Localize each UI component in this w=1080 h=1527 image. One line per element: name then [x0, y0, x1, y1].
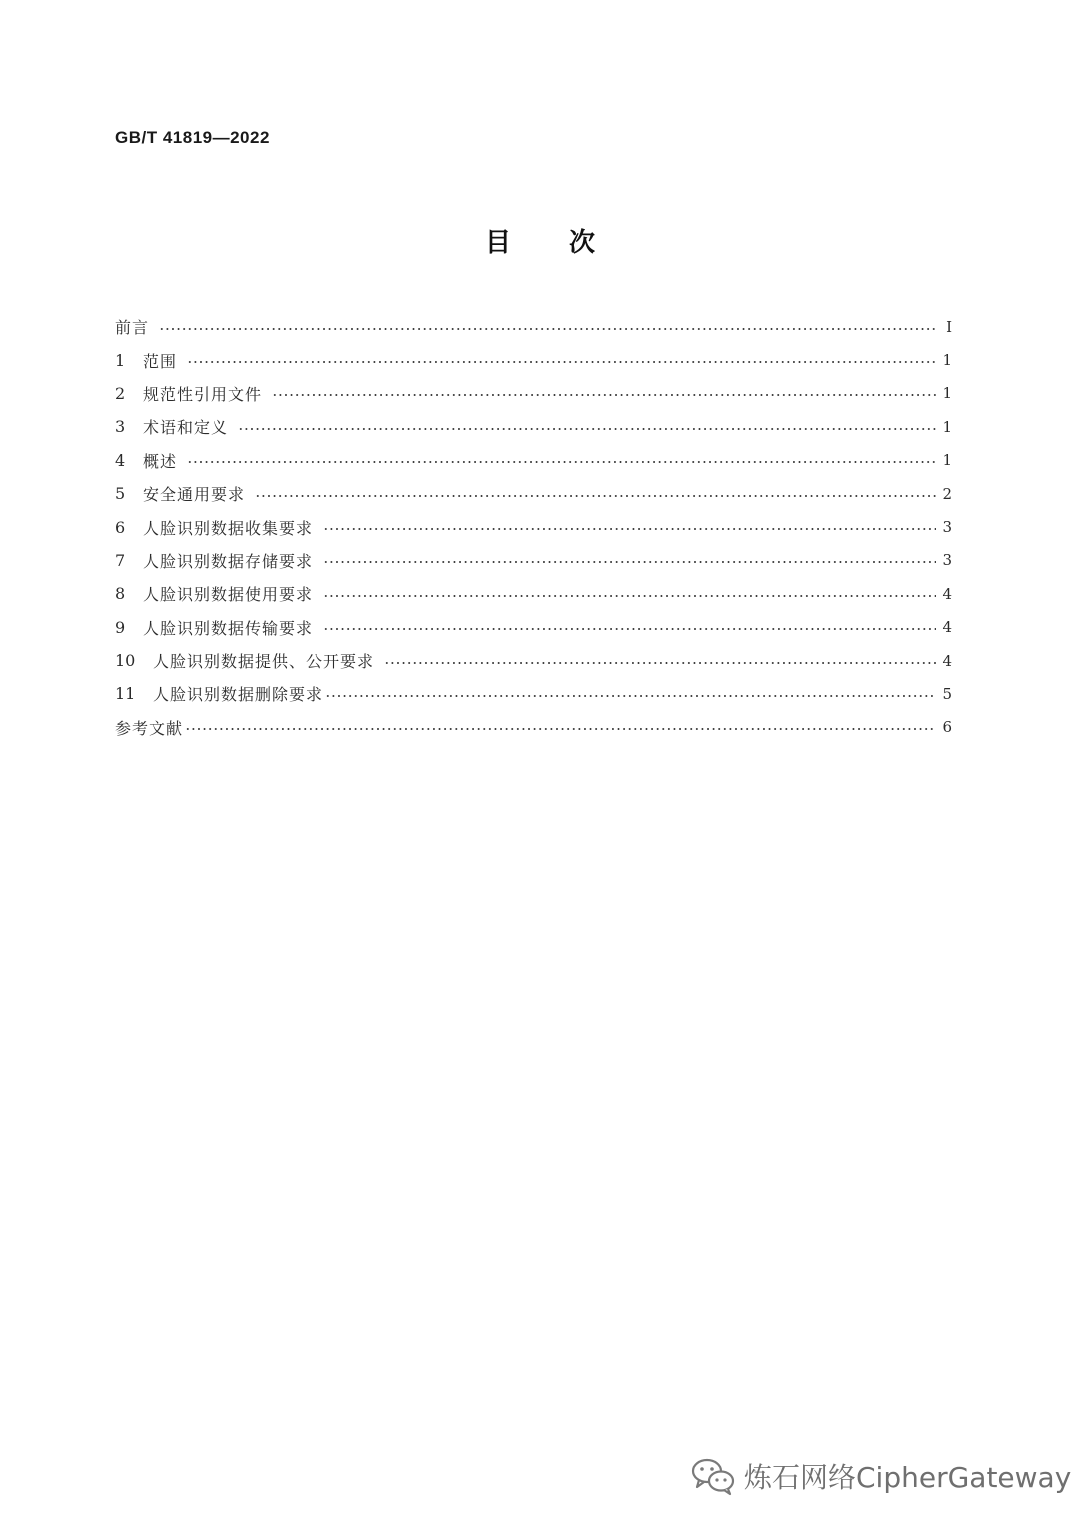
toc-entry-number: 10: [115, 651, 136, 671]
toc-entry-foreword: [115, 310, 952, 343]
toc-leader-dots: [323, 595, 936, 597]
toc-entry-page: 4: [942, 651, 952, 670]
toc-title-left: 目: [484, 228, 511, 258]
toc-entry-number: 11: [115, 684, 136, 704]
toc-entry-number: 7: [115, 550, 126, 570]
toc-entry-5: [115, 477, 952, 510]
toc-entry-page: 4: [942, 618, 952, 637]
toc-entry-1: [115, 343, 952, 376]
toc-leader-dots: [272, 394, 936, 396]
toc-entry-number: 5: [115, 484, 126, 504]
toc-entry-page: 6: [942, 718, 952, 737]
toc-entry-number: 1: [115, 350, 126, 370]
toc-entry-number: 3: [115, 417, 126, 437]
toc-entry-label: 前言: [115, 318, 150, 338]
toc-leader-dots: [238, 428, 936, 430]
table-of-contents: [115, 310, 952, 744]
toc-title-right: 次: [569, 228, 596, 258]
toc-leader-dots: [187, 461, 936, 463]
toc-entry-label: 安全通用要求: [143, 485, 246, 505]
toc-leader-dots: [255, 495, 936, 497]
toc-leader-dots: [325, 695, 936, 697]
toc-entry-label: 概述: [143, 451, 178, 471]
toc-entry-label: 人脸识别数据使用要求: [143, 585, 314, 605]
toc-entry-page: 1: [942, 417, 952, 436]
toc-entry-number: 6: [115, 517, 126, 537]
toc-entry-page: Ⅰ: [946, 317, 952, 336]
toc-title: [0, 222, 1080, 259]
toc-entry-page: 1: [942, 384, 952, 403]
toc-entry-number: 8: [115, 584, 126, 604]
toc-entry-label: 范围: [143, 351, 178, 371]
toc-entry-number: 4: [115, 450, 126, 470]
toc-entry-label: 人脸识别数据删除要求: [153, 685, 324, 705]
toc-entry-label: 术语和定义: [143, 418, 229, 438]
toc-leader-dots: [185, 728, 936, 730]
toc-entry-label: 人脸识别数据存储要求: [143, 551, 314, 571]
toc-entry-references: [115, 711, 952, 744]
toc-entry-8: [115, 577, 952, 610]
toc-entry-page: 4: [942, 584, 952, 603]
toc-entry-4: [115, 444, 952, 477]
toc-entry-10: [115, 644, 952, 677]
toc-leader-dots: [187, 361, 936, 363]
toc-entry-9: [115, 611, 952, 644]
toc-entry-page: 1: [942, 451, 952, 470]
toc-entry-label: 人脸识别数据提供、公开要求: [153, 652, 375, 672]
toc-leader-dots: [384, 662, 936, 664]
toc-entry-2: [115, 377, 952, 410]
toc-entry-label: 人脸识别数据收集要求: [143, 518, 314, 538]
toc-entry-page: 3: [942, 551, 952, 570]
toc-entry-page: 1: [942, 351, 952, 370]
watermark: [690, 1456, 1071, 1496]
toc-entry-6: [115, 510, 952, 543]
toc-entry-page: 3: [942, 518, 952, 537]
toc-entry-page: 2: [942, 484, 952, 503]
toc-leader-dots: [323, 528, 936, 530]
toc-entry-label: 规范性引用文件: [143, 384, 263, 404]
toc-entry-label: 人脸识别数据传输要求: [143, 618, 314, 638]
watermark-text: 炼石网络CipherGateway: [744, 1461, 1072, 1494]
toc-entry-7: [115, 544, 952, 577]
wechat-icon: [690, 1456, 736, 1496]
toc-entry-11: [115, 677, 952, 710]
toc-entry-page: 5: [942, 684, 952, 703]
toc-entry-number: 9: [115, 617, 126, 637]
toc-entry-3: [115, 410, 952, 443]
toc-leader-dots: [159, 328, 936, 330]
toc-leader-dots: [323, 561, 936, 563]
toc-entry-number: 2: [115, 383, 126, 403]
standard-number: GB/T 41819—2022: [115, 128, 270, 147]
toc-entry-label: 参考文献: [115, 718, 184, 738]
toc-leader-dots: [323, 628, 936, 630]
